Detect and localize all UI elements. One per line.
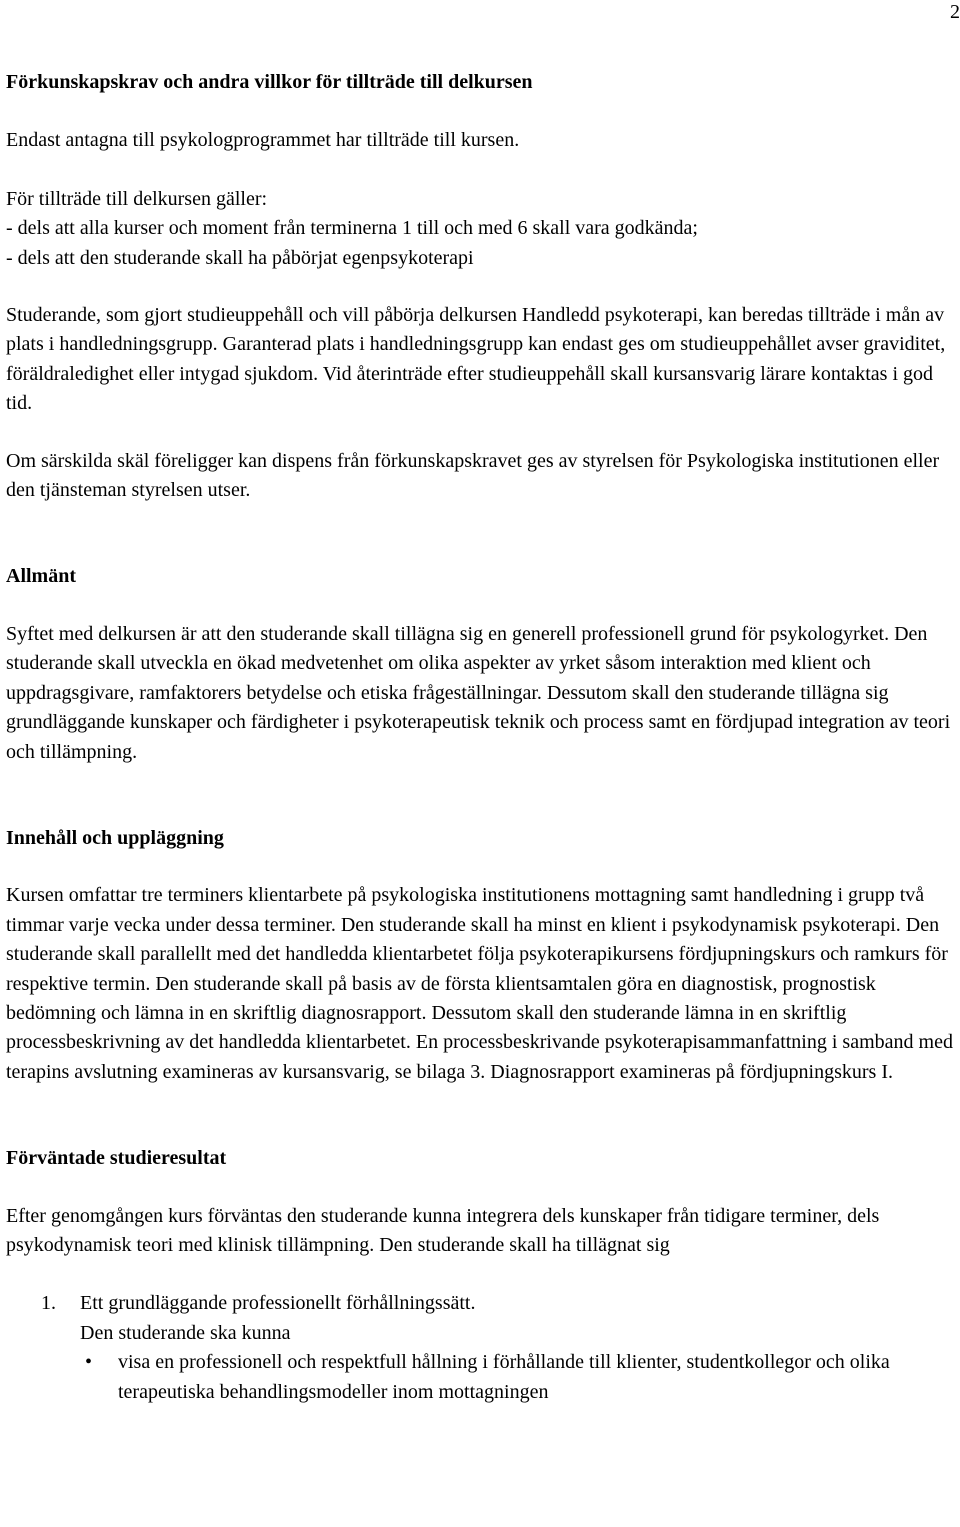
heading-forvantade-studieresultat: Förväntade studieresultat [6,1147,227,1170]
numbered-list [6,1289,954,1407]
text-line: - dels att alla kurser och moment från terminerna 1 till och med 6 skall vara godkända; [6,217,698,240]
bullet-icon: • [85,1351,93,1374]
heading-forkunskapskrav: Förkunskapskrav och andra villkor för tillträde till delkursen [6,71,533,93]
paragraph-studieuppehall: Studerande, som gjort studieuppehåll och vill påbörja delkursen Handledd psykoterapi, kan beredas tillträde i mån av plats i handledningsgrupp. Garanterad plats i handledningsgrupp kan endast ges om studieuppehållet avser graviditet, föräldraledighet eller intygad sjukdom. Vid återinträde efter studieuppehåll skall kursansvarig lärare kontaktas i god tid. [6,304,946,415]
document-content [6,68,954,1407]
paragraph-syftet: Syftet med delkursen är att den studerande skall tillägna sig en generell professionell grund för psykologyrket. Den studerande skall utveckla en ökad medvetenhet om olika aspekter av yrket såsom interaktion med klient och uppdragsgivare, ramfaktorers betydelse och etiska frågeställningar. Dessutom skall den studerande tillägna sig grundläggande kunskaper och färdigheter i psykoterapeutisk teknik och process samt en fördjupad integration av teori och tillämpning. [6,622,951,763]
paragraph-efter-genomgangen: Efter genomgången kurs förväntas den studerande kunna integrera dels kunskaper från tidigare terminer, dels psykodynamisk teori med klinisk tillämpning. Den studerande skall ha tillägnat sig [6,1204,880,1256]
page-number: 2 [950,1,960,23]
paragraph-endast-antagna: Endast antagna till psykologprogrammet har tillträde till kursen. [6,129,520,152]
list-item-subtitle: Den studerande ska kunna [80,1321,291,1344]
heading-innehall: Innehåll och uppläggning [6,826,224,849]
list-number: 1. [41,1292,56,1315]
bullet-list [80,1348,954,1407]
heading-allmant: Allmänt [6,565,76,588]
text-line: För tillträde till delkursen gäller: [6,187,268,210]
bullet-item [80,1348,954,1407]
paragraph-dispens: Om särskilda skäl föreligger kan dispens från förkunskapskravet ges av styrelsen för Psykologiska institutionen eller den tjänsteman styrelsen utser. [6,449,940,502]
bullet-text: visa en professionell och respektfull hållning i förhållande till klienter, studentkollegor och olika terapeutiska behandlingsmodeller inom mottagningen [118,1351,890,1403]
paragraph-kursen-omfattar: Kursen omfattar tre terminers klientarbete på psykologiska institutionens mottagning samt handledning i grupp två timmar varje vecka under dessa terminer. Den studerande skall ha minst en klient i psykodynamisk psykoterapi. Den studerande skall parallellt med det handledda klientarbetet följa psykoterapikursens fördjupningskurs och ramkurs för respektive termin. Den studerande skall på basis av de första klientsamtalen göra en diagnostisk, prognostisk bedömning och lämna in en skriftlig diagnosrapport. Dessutom skall den studerande lämna in en skriftlig processbeskrivning av det handledda klientarbetet. En processbeskrivande psykoterapisammanfattning i samband med terapins avslutning examineras av kursansvarig, se bilaga 3. Diagnosrapport examineras på fördjupningskurs I. [6,884,953,1083]
text-line: - dels att den studerande skall ha påbörjat egenpsykoterapi [6,246,474,269]
list-item-title: Ett grundläggande professionellt förhållningssätt. [80,1292,476,1315]
paragraph-tilltrade-villkor [6,185,954,273]
list-item [6,1289,954,1407]
